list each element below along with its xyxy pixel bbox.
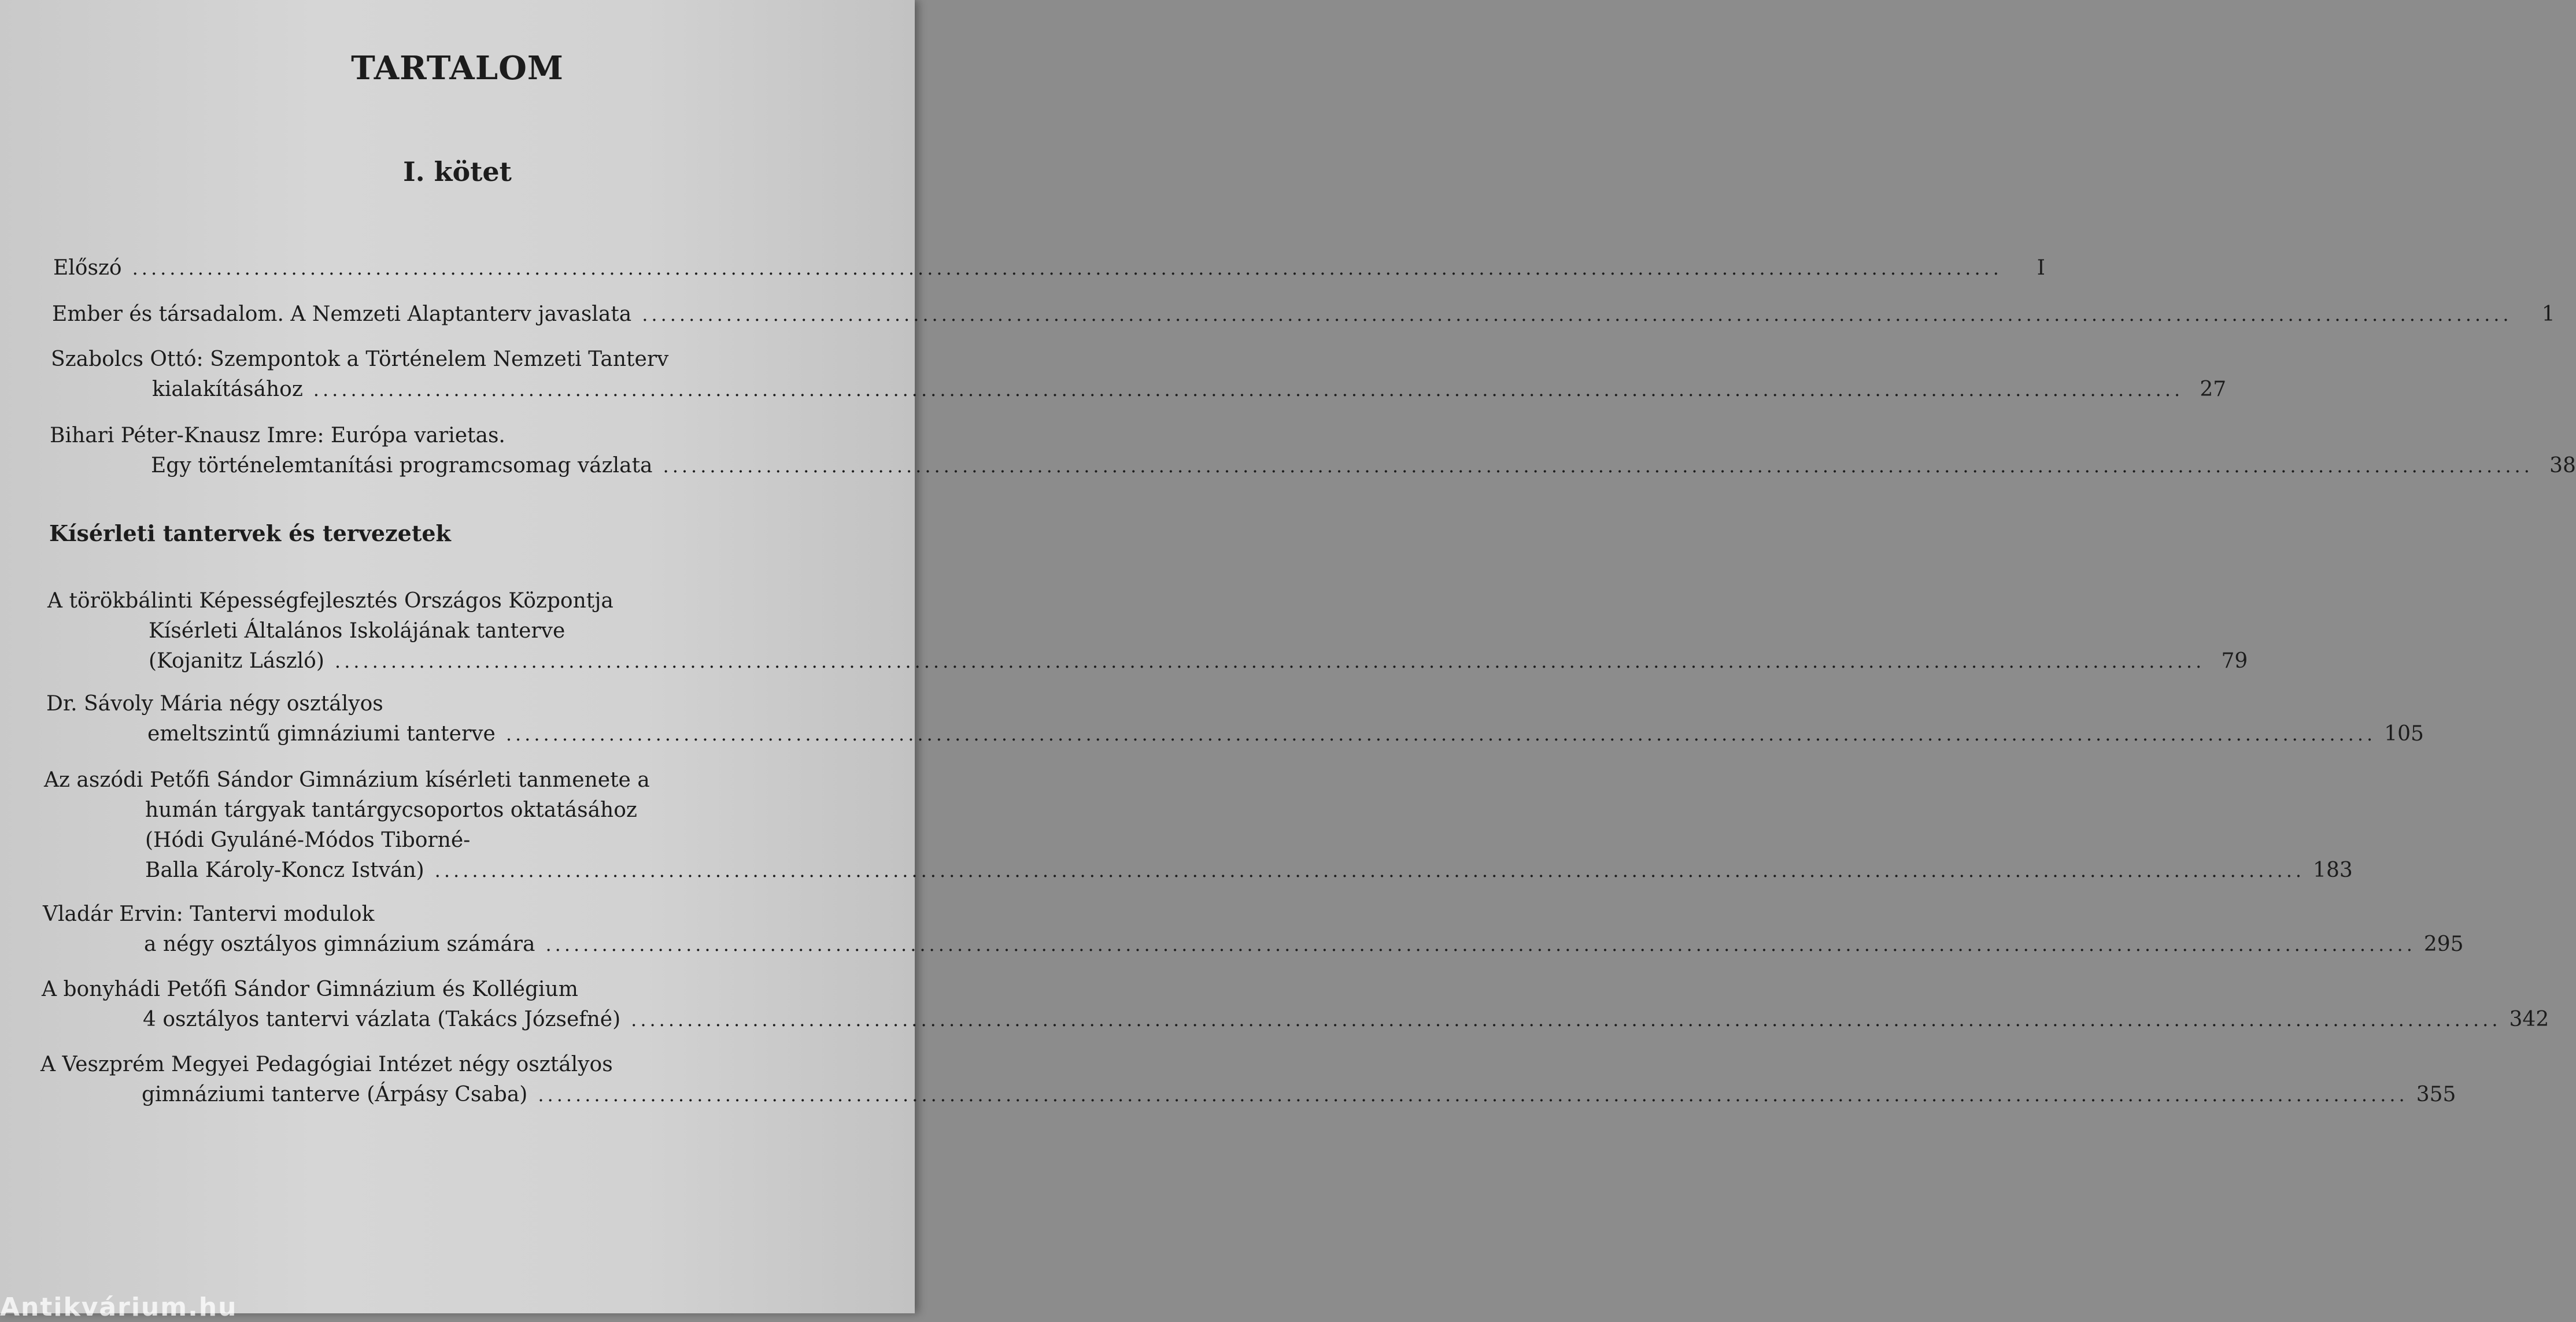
toc-page-number: 1 [2541, 302, 2555, 326]
toc-entry-text: Előszó [53, 256, 122, 280]
toc-entry-text: gimnáziumi tanterve (Árpásy Csaba) [142, 1083, 528, 1106]
toc-entry-title: Szabolcs Ottó: Szempontok a Történelem Nemzeti Tanterv [51, 347, 669, 371]
watermark: Antikvárium.hu [0, 1293, 238, 1322]
toc-entry-continuation [149, 646, 2248, 676]
dot-leader: ........................................................................................................................................................................................................ [505, 723, 2377, 745]
toc-entry-title [53, 253, 2045, 283]
toc-entry-title: A törökbálinti Képességfejlesztés Országos Központja [47, 589, 613, 613]
toc-entry-continuation: (Hódi Gyuláné-Módos Tiborné- [145, 828, 471, 852]
toc-entry-continuation [151, 451, 2576, 481]
toc-entry-text: Egy történelemtanítási programcsomag vázlata [151, 454, 653, 477]
toc-entry-title [52, 299, 2555, 329]
toc-page-number: 183 [2313, 858, 2353, 882]
dot-leader: ........................................................................................................................................................................................................ [434, 860, 2305, 882]
volume-heading: I. kötet [403, 156, 512, 187]
toc-entry-title: Dr. Sávoly Mária négy osztályos [46, 692, 383, 716]
toc-entry-text: 4 osztályos tantervi vázlata (Takács Józsefné) [143, 1008, 621, 1031]
dot-leader: ........................................................................................................................................................................................................ [545, 934, 2416, 956]
toc-entry-continuation [143, 1005, 2549, 1035]
toc-entry-continuation: humán tárgyak tantárgycsoportos oktatásához [145, 798, 637, 822]
toc-entry-text: emeltszintű gimnáziumi tanterve [147, 722, 496, 746]
dot-leader: ........................................................................................................................................................................................................ [334, 650, 2205, 672]
toc-entry-continuation [147, 719, 2424, 749]
toc-entry-continuation [152, 375, 2227, 405]
dot-leader: ........................................................................................................................................................................................................ [313, 379, 2184, 401]
section-heading: Kísérleti tantervek és tervezetek [49, 520, 451, 546]
toc-entry-continuation [144, 930, 2464, 960]
page-title: TARTALOM [351, 49, 564, 87]
toc-page-number: 27 [2200, 377, 2227, 401]
dot-leader: ........................................................................................................................................................................................................ [538, 1084, 2408, 1106]
dot-leader: ........................................................................................................................................................................................................ [631, 1009, 2501, 1031]
toc-entry-title: A Veszprém Megyei Pedagógiai Intézet négy osztályos [40, 1053, 613, 1076]
toc-page-number: 355 [2416, 1083, 2456, 1106]
dot-leader: ........................................................................................................................................................................................................ [132, 257, 2002, 279]
toc-entry-text: Ember és társadalom. A Nemzeti Alaptanterv javaslata [52, 302, 632, 326]
toc-page-number: 105 [2384, 722, 2424, 746]
toc-page-number: I [2037, 256, 2045, 280]
toc-entry-title: Vladár Ervin: Tantervi modulok [43, 902, 375, 926]
toc-entry-continuation [142, 1080, 2456, 1110]
toc-page-number: 342 [2509, 1008, 2549, 1031]
toc-entry-text: Balla Károly-Koncz István) [145, 858, 424, 882]
dot-leader: ........................................................................................................................................................................................................ [642, 303, 2512, 325]
toc-entry-continuation: Kísérleti Általános Iskolájának tanterve [149, 619, 566, 643]
toc-entry-text: a négy osztályos gimnázium számára [144, 932, 535, 956]
toc-page-number: 295 [2423, 932, 2464, 956]
toc-entry-title: Az aszódi Petőfi Sándor Gimnázium kísérleti tanmenete a [44, 768, 650, 792]
toc-entry-continuation [145, 856, 2353, 886]
toc-page-number: 38 [2549, 454, 2576, 477]
toc-entry-text: (Kojanitz László) [149, 649, 324, 673]
toc-entry-title: Bihari Péter-Knausz Imre: Európa varietas. [50, 424, 505, 447]
dot-leader: ........................................................................................................................................................................................................ [663, 455, 2533, 477]
toc-entry-title: A bonyhádi Petőfi Sándor Gimnázium és Kollégium [42, 977, 578, 1001]
toc-entry-text: kialakításához [152, 377, 303, 401]
toc-page-number: 79 [2221, 649, 2248, 673]
